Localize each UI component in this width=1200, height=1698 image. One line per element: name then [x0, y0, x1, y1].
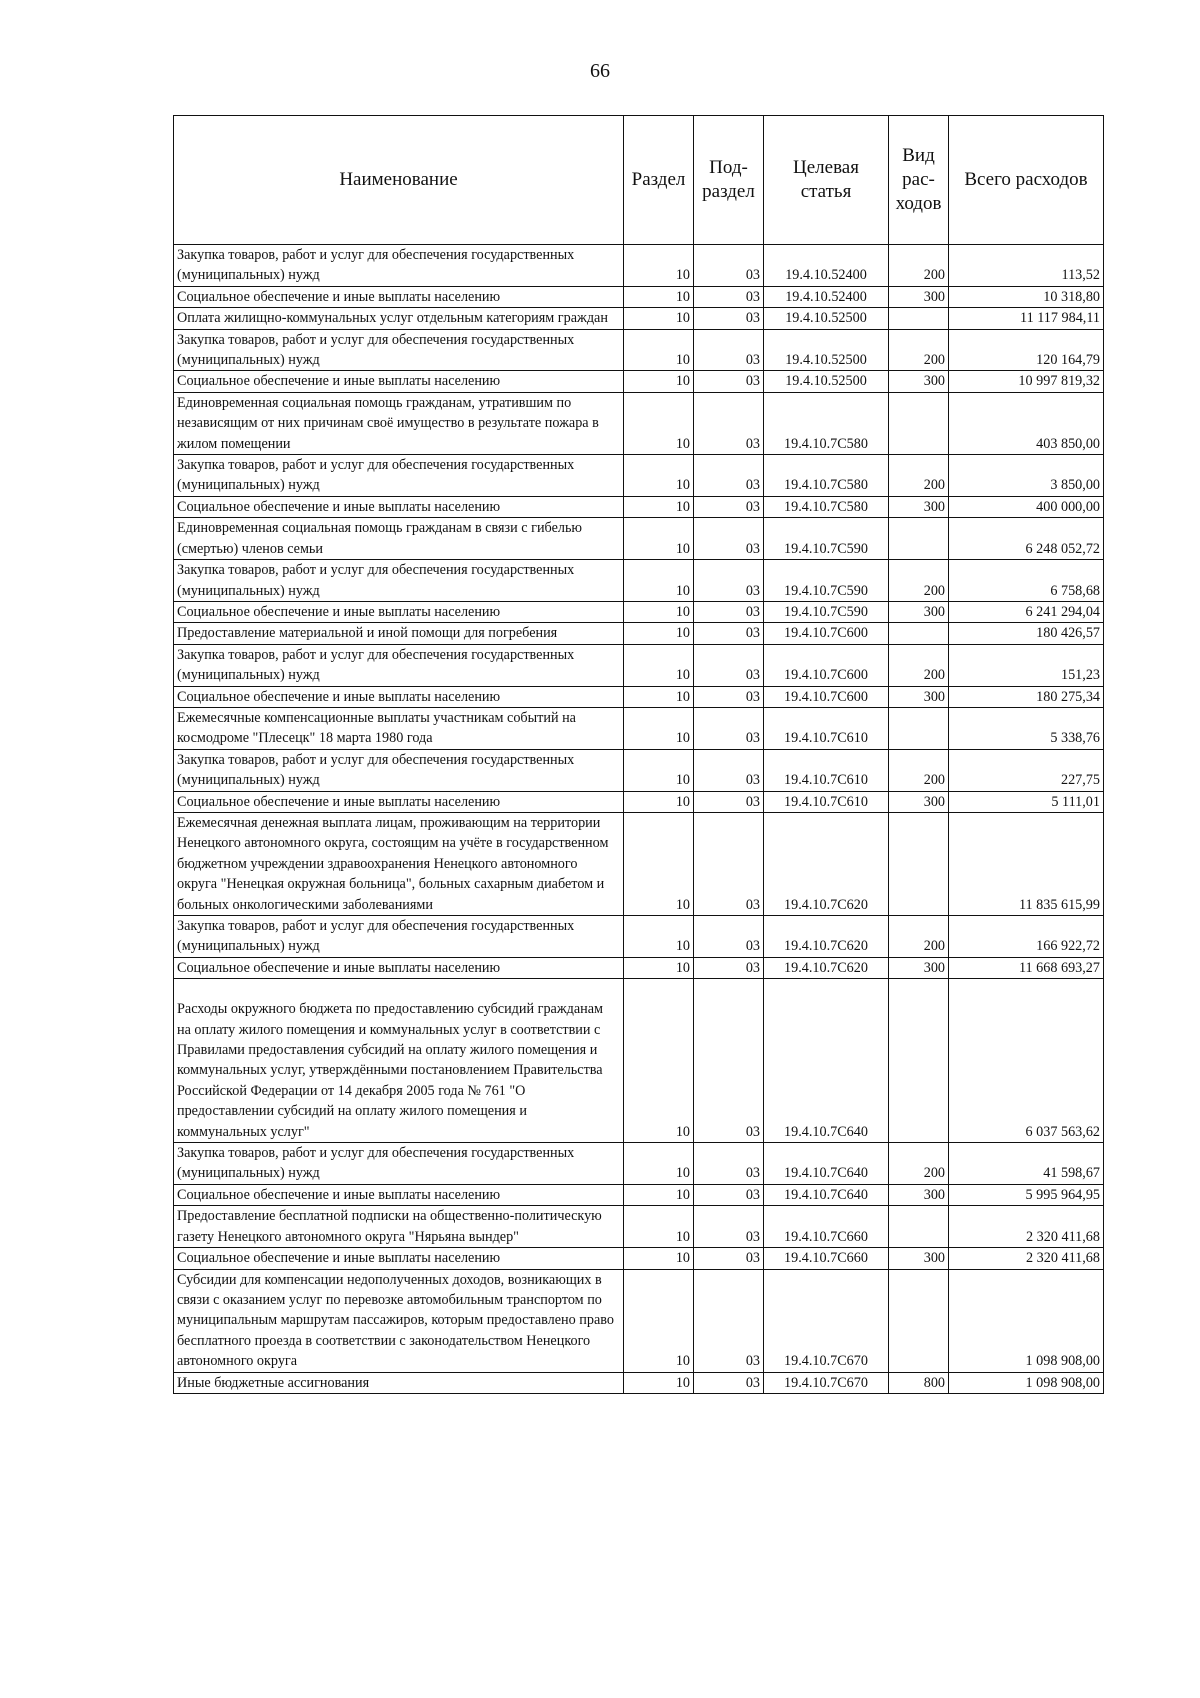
- cell-name: Расходы окружного бюджета по предоставлению субсидий гражданам на оплату жилого помещения и коммунальных услуг в соответствии с Правилами предоставления субсидий на оплату жилого помещения и коммунальных услуг, утверждёнными постановлением Правительства Российской Федерации от 14 декабря 2005 года № 761 "О предоставлении субсидий на оплату жилого помещения и коммунальных услуг": [174, 979, 624, 1143]
- cell-name: Закупка товаров, работ и услуг для обеспечения государственных (муниципальных) нужд: [174, 916, 624, 958]
- cell-kind: [889, 812, 949, 915]
- cell-article: 19.4.10.7С640: [764, 1143, 889, 1185]
- cell-kind: 200: [889, 560, 949, 602]
- cell-name: Иные бюджетные ассигнования: [174, 1372, 624, 1393]
- cell-kind: 200: [889, 644, 949, 686]
- cell-kind: 200: [889, 455, 949, 497]
- table-row: [174, 1248, 1104, 1269]
- cell-name: Субсидии для компенсации недополученных доходов, возникающих в связи с оказанием услуг по перевозке автомобильным транспортом по муниципальным маршрутам пассажиров, которым предоставлено право бесплатного проезда в соответствии с законодательством Ненецкого автономного округа: [174, 1269, 624, 1372]
- cell-article: 19.4.10.7С610: [764, 791, 889, 812]
- cell-subsection: 03: [694, 1248, 764, 1269]
- cell-total: 11 117 984,11: [949, 308, 1104, 329]
- cell-name: Закупка товаров, работ и услуг для обеспечения государственных (муниципальных) нужд: [174, 560, 624, 602]
- cell-subsection: 03: [694, 812, 764, 915]
- table-body: [174, 245, 1104, 1394]
- cell-article: 19.4.10.52400: [764, 286, 889, 307]
- cell-section: 10: [624, 371, 694, 392]
- cell-kind: [889, 518, 949, 560]
- table-row: [174, 707, 1104, 749]
- cell-section: 10: [624, 1248, 694, 1269]
- cell-article: 19.4.10.7С590: [764, 560, 889, 602]
- cell-total: 400 000,00: [949, 496, 1104, 517]
- cell-total: 6 241 294,04: [949, 601, 1104, 622]
- cell-section: 10: [624, 560, 694, 602]
- cell-article: 19.4.10.7С580: [764, 392, 889, 454]
- cell-section: 10: [624, 812, 694, 915]
- cell-article: 19.4.10.7С620: [764, 812, 889, 915]
- cell-subsection: 03: [694, 455, 764, 497]
- cell-name: Социальное обеспечение и иные выплаты населению: [174, 957, 624, 978]
- cell-subsection: 03: [694, 1372, 764, 1393]
- cell-article: 19.4.10.7С670: [764, 1269, 889, 1372]
- cell-section: 10: [624, 749, 694, 791]
- cell-total: 10 318,80: [949, 286, 1104, 307]
- table-row: [174, 749, 1104, 791]
- cell-name: Закупка товаров, работ и услуг для обеспечения государственных (муниципальных) нужд: [174, 329, 624, 371]
- cell-subsection: 03: [694, 644, 764, 686]
- cell-name: Ежемесячная денежная выплата лицам, проживающим на территории Ненецкого автономного округа, состоящим на учёте в государственном бюджетном учреждении здравоохранения Ненецкого автономного округа "Ненецкая окружная больница", больных сахарным диабетом и больных онкологическими заболеваниями: [174, 812, 624, 915]
- cell-section: 10: [624, 1372, 694, 1393]
- table-row: [174, 791, 1104, 812]
- cell-total: 6 248 052,72: [949, 518, 1104, 560]
- cell-total: 113,52: [949, 245, 1104, 287]
- cell-article: 19.4.10.52500: [764, 371, 889, 392]
- cell-article: 19.4.10.52400: [764, 245, 889, 287]
- cell-name: Единовременная социальная помощь гражданам в связи с гибелью (смертью) членов семьи: [174, 518, 624, 560]
- cell-article: 19.4.10.7С620: [764, 957, 889, 978]
- cell-total: 180 275,34: [949, 686, 1104, 707]
- header-kind: Вид рас- ходов: [889, 116, 949, 245]
- table-header-row: [174, 116, 1104, 245]
- cell-total: 11 668 693,27: [949, 957, 1104, 978]
- cell-name: Социальное обеспечение и иные выплаты населению: [174, 286, 624, 307]
- cell-total: 41 598,67: [949, 1143, 1104, 1185]
- cell-section: 10: [624, 707, 694, 749]
- cell-subsection: 03: [694, 1269, 764, 1372]
- cell-section: 10: [624, 518, 694, 560]
- table-row: [174, 329, 1104, 371]
- table-row: [174, 1143, 1104, 1185]
- cell-section: 10: [624, 644, 694, 686]
- cell-section: 10: [624, 308, 694, 329]
- cell-subsection: 03: [694, 707, 764, 749]
- cell-name: Социальное обеспечение и иные выплаты населению: [174, 1248, 624, 1269]
- table-row: [174, 560, 1104, 602]
- cell-article: 19.4.10.7С580: [764, 496, 889, 517]
- cell-name: Закупка товаров, работ и услуг для обеспечения государственных (муниципальных) нужд: [174, 644, 624, 686]
- cell-article: 19.4.10.52500: [764, 329, 889, 371]
- table-row: [174, 496, 1104, 517]
- cell-total: 5 338,76: [949, 707, 1104, 749]
- cell-subsection: 03: [694, 329, 764, 371]
- header-article: Целевая статья: [764, 116, 889, 245]
- cell-subsection: 03: [694, 518, 764, 560]
- cell-article: 19.4.10.7С610: [764, 749, 889, 791]
- cell-name: Социальное обеспечение и иные выплаты населению: [174, 496, 624, 517]
- table-row: [174, 371, 1104, 392]
- cell-subsection: 03: [694, 286, 764, 307]
- cell-kind: 300: [889, 957, 949, 978]
- cell-kind: 300: [889, 791, 949, 812]
- cell-kind: 300: [889, 1184, 949, 1205]
- table-row: [174, 286, 1104, 307]
- cell-section: 10: [624, 1206, 694, 1248]
- cell-total: 10 997 819,32: [949, 371, 1104, 392]
- cell-name: Социальное обеспечение и иные выплаты населению: [174, 601, 624, 622]
- cell-kind: [889, 1206, 949, 1248]
- cell-article: 19.4.10.7С590: [764, 518, 889, 560]
- cell-kind: 300: [889, 601, 949, 622]
- table-row: [174, 916, 1104, 958]
- cell-section: 10: [624, 1143, 694, 1185]
- table-row: [174, 1206, 1104, 1248]
- cell-article: 19.4.10.7С640: [764, 1184, 889, 1205]
- cell-section: 10: [624, 496, 694, 517]
- table-row: [174, 518, 1104, 560]
- cell-kind: 200: [889, 916, 949, 958]
- cell-name: Социальное обеспечение и иные выплаты населению: [174, 1184, 624, 1205]
- cell-subsection: 03: [694, 686, 764, 707]
- cell-total: 227,75: [949, 749, 1104, 791]
- cell-kind: [889, 392, 949, 454]
- cell-total: 5 111,01: [949, 791, 1104, 812]
- table-row: [174, 686, 1104, 707]
- cell-name: Оплата жилищно-коммунальных услуг отдельным категориям граждан: [174, 308, 624, 329]
- cell-article: 19.4.10.7С600: [764, 623, 889, 644]
- cell-total: 180 426,57: [949, 623, 1104, 644]
- cell-name: Предоставление материальной и иной помощи для погребения: [174, 623, 624, 644]
- cell-subsection: 03: [694, 1206, 764, 1248]
- cell-kind: 800: [889, 1372, 949, 1393]
- cell-subsection: 03: [694, 392, 764, 454]
- cell-name: Закупка товаров, работ и услуг для обеспечения государственных (муниципальных) нужд: [174, 455, 624, 497]
- cell-kind: 300: [889, 496, 949, 517]
- cell-section: 10: [624, 916, 694, 958]
- cell-subsection: 03: [694, 916, 764, 958]
- cell-section: 10: [624, 791, 694, 812]
- cell-total: 6 037 563,62: [949, 979, 1104, 1143]
- cell-total: 1 098 908,00: [949, 1269, 1104, 1372]
- cell-section: 10: [624, 1184, 694, 1205]
- cell-article: 19.4.10.7С600: [764, 644, 889, 686]
- cell-name: Социальное обеспечение и иные выплаты населению: [174, 791, 624, 812]
- cell-name: Единовременная социальная помощь гражданам, утратившим по независящим от них причинам своё имущество в результате пожара в жилом помещении: [174, 392, 624, 454]
- cell-kind: 200: [889, 1143, 949, 1185]
- cell-section: 10: [624, 1269, 694, 1372]
- cell-article: 19.4.10.7С620: [764, 916, 889, 958]
- cell-kind: 300: [889, 371, 949, 392]
- cell-subsection: 03: [694, 371, 764, 392]
- cell-total: 6 758,68: [949, 560, 1104, 602]
- cell-kind: 300: [889, 286, 949, 307]
- cell-article: 19.4.10.7С580: [764, 455, 889, 497]
- cell-total: 151,23: [949, 644, 1104, 686]
- cell-section: 10: [624, 623, 694, 644]
- table-row: [174, 957, 1104, 978]
- cell-article: 19.4.10.52500: [764, 308, 889, 329]
- cell-name: Предоставление бесплатной подписки на общественно-политическую газету Ненецкого автономного округа "Нярьяна вындер": [174, 1206, 624, 1248]
- table-row: [174, 1269, 1104, 1372]
- cell-subsection: 03: [694, 957, 764, 978]
- cell-article: 19.4.10.7С590: [764, 601, 889, 622]
- cell-name: Ежемесячные компенсационные выплаты участникам событий на космодроме "Плесецк" 18 марта 1980 года: [174, 707, 624, 749]
- cell-article: 19.4.10.7С610: [764, 707, 889, 749]
- cell-kind: 200: [889, 749, 949, 791]
- cell-section: 10: [624, 455, 694, 497]
- cell-section: 10: [624, 392, 694, 454]
- table-row: [174, 245, 1104, 287]
- cell-article: 19.4.10.7С670: [764, 1372, 889, 1393]
- cell-total: 403 850,00: [949, 392, 1104, 454]
- cell-total: 2 320 411,68: [949, 1206, 1104, 1248]
- cell-name: Закупка товаров, работ и услуг для обеспечения государственных (муниципальных) нужд: [174, 749, 624, 791]
- page-number: 66: [590, 60, 610, 82]
- cell-subsection: 03: [694, 979, 764, 1143]
- cell-article: 19.4.10.7С660: [764, 1248, 889, 1269]
- cell-kind: [889, 623, 949, 644]
- cell-total: 1 098 908,00: [949, 1372, 1104, 1393]
- cell-name: Социальное обеспечение и иные выплаты населению: [174, 686, 624, 707]
- cell-subsection: 03: [694, 1184, 764, 1205]
- cell-subsection: 03: [694, 245, 764, 287]
- cell-total: 2 320 411,68: [949, 1248, 1104, 1269]
- cell-kind: 200: [889, 329, 949, 371]
- cell-article: 19.4.10.7С660: [764, 1206, 889, 1248]
- table-row: [174, 623, 1104, 644]
- table-row: [174, 308, 1104, 329]
- cell-total: 5 995 964,95: [949, 1184, 1104, 1205]
- table-row: [174, 601, 1104, 622]
- cell-subsection: 03: [694, 496, 764, 517]
- cell-section: 10: [624, 601, 694, 622]
- cell-total: 3 850,00: [949, 455, 1104, 497]
- cell-kind: 300: [889, 1248, 949, 1269]
- cell-section: 10: [624, 979, 694, 1143]
- table-row: [174, 812, 1104, 915]
- cell-kind: 200: [889, 245, 949, 287]
- cell-subsection: 03: [694, 791, 764, 812]
- table-row: [174, 455, 1104, 497]
- cell-total: 166 922,72: [949, 916, 1104, 958]
- table-row: [174, 979, 1104, 1143]
- header-subsection: Под- раздел: [694, 116, 764, 245]
- header-name: Наименование: [174, 116, 624, 245]
- cell-total: 120 164,79: [949, 329, 1104, 371]
- cell-subsection: 03: [694, 749, 764, 791]
- cell-section: 10: [624, 329, 694, 371]
- table-row: [174, 392, 1104, 454]
- cell-subsection: 03: [694, 308, 764, 329]
- cell-subsection: 03: [694, 560, 764, 602]
- cell-kind: 300: [889, 686, 949, 707]
- table-row: [174, 1184, 1104, 1205]
- cell-kind: [889, 979, 949, 1143]
- cell-article: 19.4.10.7С600: [764, 686, 889, 707]
- cell-kind: [889, 707, 949, 749]
- cell-article: 19.4.10.7С640: [764, 979, 889, 1143]
- table-row: [174, 1372, 1104, 1393]
- header-section: Раздел: [624, 116, 694, 245]
- cell-total: 11 835 615,99: [949, 812, 1104, 915]
- cell-section: 10: [624, 286, 694, 307]
- cell-name: Социальное обеспечение и иные выплаты населению: [174, 371, 624, 392]
- budget-table: [173, 115, 1104, 1394]
- cell-section: 10: [624, 686, 694, 707]
- cell-subsection: 03: [694, 623, 764, 644]
- cell-subsection: 03: [694, 601, 764, 622]
- table-row: [174, 644, 1104, 686]
- cell-name: Закупка товаров, работ и услуг для обеспечения государственных (муниципальных) нужд: [174, 245, 624, 287]
- cell-name: Закупка товаров, работ и услуг для обеспечения государственных (муниципальных) нужд: [174, 1143, 624, 1185]
- cell-kind: [889, 308, 949, 329]
- cell-subsection: 03: [694, 1143, 764, 1185]
- cell-kind: [889, 1269, 949, 1372]
- cell-section: 10: [624, 245, 694, 287]
- cell-section: 10: [624, 957, 694, 978]
- header-total: Всего расходов: [949, 116, 1104, 245]
